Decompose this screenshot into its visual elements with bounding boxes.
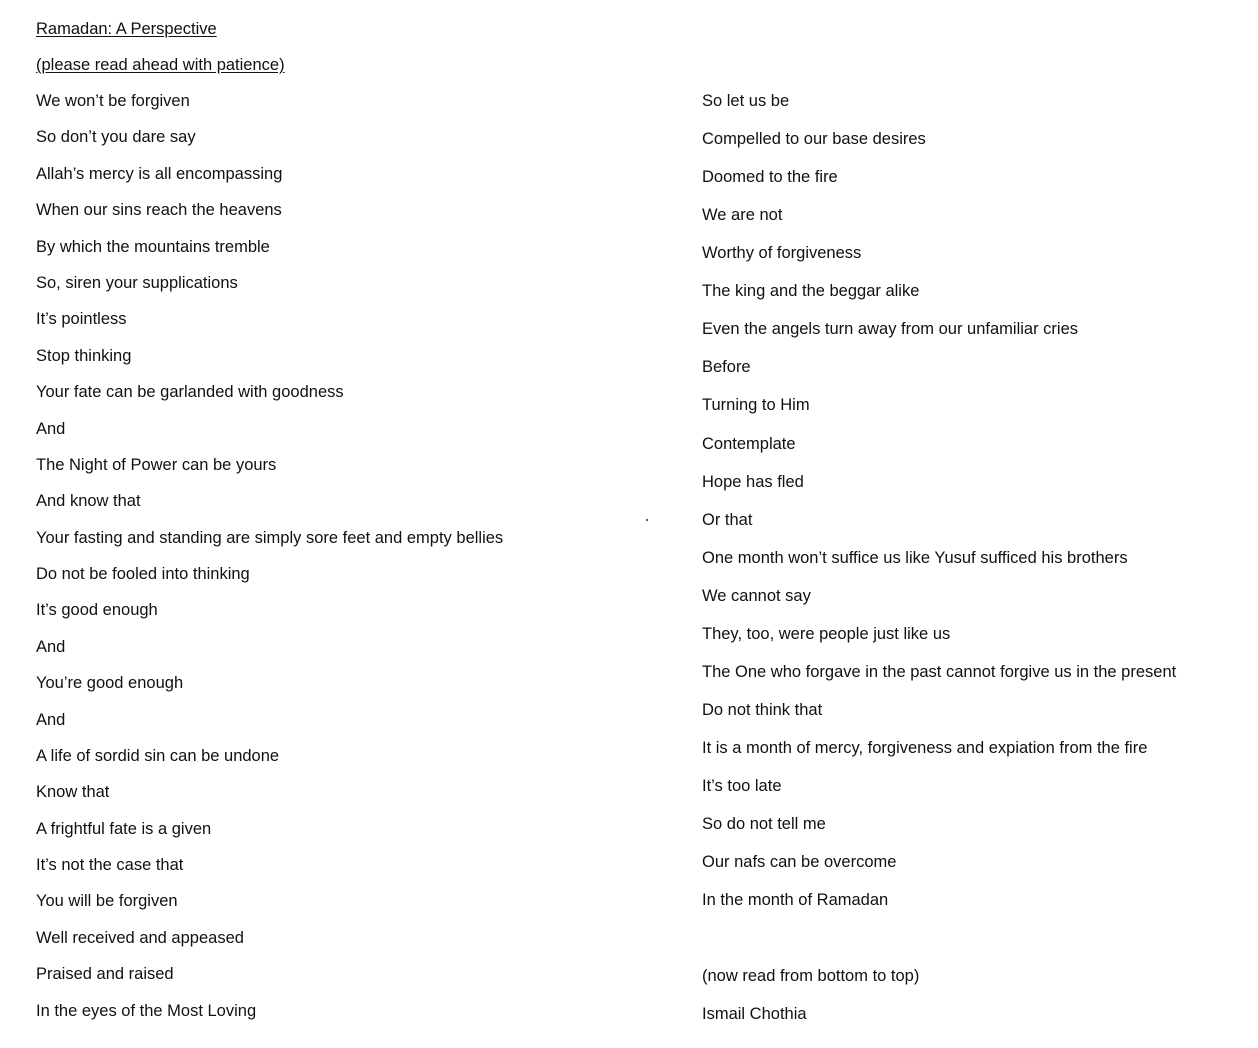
left-line-12: And know that [36,492,141,510]
left-line-24: Well received and appeased [36,929,244,947]
right-line-12: Or that [702,511,753,529]
right-line-19: It’s too late [702,777,782,795]
left-line-1: We won’t be forgiven [36,92,190,110]
right-line-14: We cannot say [702,587,811,605]
left-line-15: It’s good enough [36,601,158,619]
left-line-4: When our sins reach the heavens [36,201,282,219]
right-line-20: So do not tell me [702,815,826,833]
stray-dot [646,519,648,521]
left-line-16: And [36,638,66,656]
left-line-26: In the eyes of the Most Loving [36,1002,257,1020]
left-line-18: And [36,711,66,729]
poem-title: Ramadan: A Perspective [36,20,217,38]
right-line-3: Doomed to the fire [702,168,838,186]
left-line-5: By which the mountains tremble [36,238,270,256]
left-line-21: A frightful fate is a given [36,820,212,838]
right-line-10: Contemplate [702,435,796,453]
right-line-21: Our nafs can be overcome [702,853,897,871]
left-line-19: A life of sordid sin can be undone [36,747,280,765]
right-line-9: Turning to Him [702,396,810,414]
right-line-16: The One who forgave in the past cannot forgive us in the present [702,663,1177,681]
left-line-23: You will be forgiven [36,892,178,910]
right-line-11: Hope has fled [702,473,804,491]
right-line-13: One month won’t suffice us like Yusuf sufficed his brothers [702,549,1128,567]
right-line-22: In the month of Ramadan [702,891,889,909]
right-line-5: Worthy of forgiveness [702,244,862,262]
right-line-2: Compelled to our base desires [702,130,926,148]
right-line-8: Before [702,358,751,376]
right-line-18: It is a month of mercy, forgiveness and expiation from the fire [702,739,1148,757]
left-line-25: Praised and raised [36,965,174,983]
right-line-17: Do not think that [702,701,823,719]
left-line-8: Stop thinking [36,347,132,365]
left-line-13: Your fasting and standing are simply sore feet and empty bellies [36,529,504,547]
left-line-14: Do not be fooled into thinking [36,565,250,583]
author-name: Ismail Chothia [702,1005,807,1023]
left-line-20: Know that [36,783,110,801]
right-line-7: Even the angels turn away from our unfamiliar cries [702,320,1079,338]
right-line-15: They, too, were people just like us [702,625,951,643]
left-line-9: Your fate can be garlanded with goodness [36,383,344,401]
left-line-10: And [36,420,66,438]
read-instruction-top: (please read ahead with patience) [36,56,285,74]
left-line-11: The Night of Power can be yours [36,456,277,474]
right-line-1: So let us be [702,92,790,110]
left-line-17: You’re good enough [36,674,184,692]
right-line-4: We are not [702,206,783,224]
left-line-22: It’s not the case that [36,856,184,874]
left-line-7: It’s pointless [36,310,127,328]
read-instruction-bottom: (now read from bottom to top) [702,967,920,985]
right-line-6: The king and the beggar alike [702,282,920,300]
left-line-2: So don’t you dare say [36,128,196,146]
left-line-6: So, siren your supplications [36,274,238,292]
left-line-3: Allah’s mercy is all encompassing [36,165,283,183]
